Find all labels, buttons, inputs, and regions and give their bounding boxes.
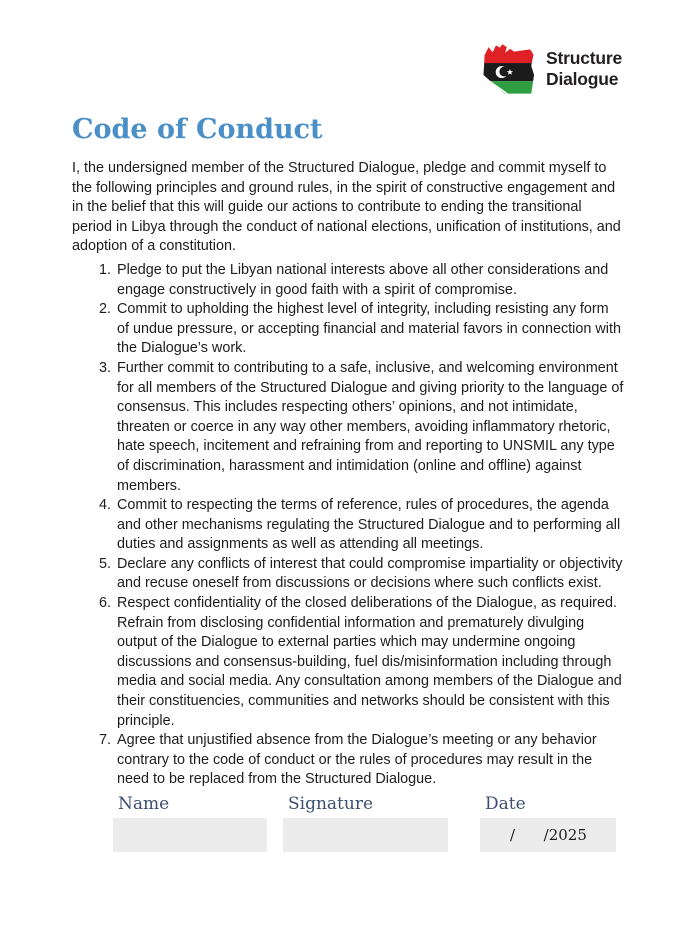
list-item [115,496,624,555]
signature-input[interactable] [283,818,448,852]
name-label: Name [118,794,170,814]
signature-form-row [113,796,624,852]
signature-label: Signature [288,794,374,814]
list-item [115,261,624,300]
structure-dialogue-logo [480,42,622,96]
list-item [115,300,624,359]
date-label: Date [485,794,526,814]
list-item-text: Commit to respecting the terms of reference, rules of procedures, the agenda and other mechanisms regulating the Structured Dialogue and to performing all duties and assignments as well as attending all meetings. [117,497,621,553]
document-content [72,114,624,852]
intro-paragraph: I, the undersigned member of the Structured Dialogue, pledge and commit myself to the following principles and ground rules, in the spirit of constructive engagement and in the belief that this will guide our actions to contribute to ending the transitional period in Libya through the conduct of national elections, unification of institutions, and adoption of a constitution. [72,160,621,255]
list-item-text: Respect confidentiality of the closed deliberations of the Dialogue, as required. Refrain from disclosing confidential information and prematurely divulging output of the Dialogue to external parties which may undermine ongoing discussions and consensus-building, fuel dis/misinformation including through media and social media. Any consultation among members of the Dialogue and their constituencies, communities and networks should be consistent with this principle. [117,595,622,729]
logo-line2: Dialogue [546,69,619,89]
signature-field-group [283,796,448,852]
list-item-text: Pledge to put the Libyan national interests above all other considerations and engage constructively in good faith with a spirit of compromise. [117,261,609,298]
list-item [115,594,624,731]
rules-list [72,261,624,790]
logo-line1: Structure [546,48,622,68]
list-item [115,555,624,594]
name-field-group [113,796,267,852]
libya-map-flag-icon [480,42,537,96]
page-title: Code of Conduct [72,114,323,145]
list-item-text: Declare any conflicts of interest that could compromise impartiality or objectivity and recuse oneself from discussions or decisions where such conflicts exist. [117,555,623,592]
list-item-text: Agree that unjustified absence from the Dialogue’s meeting or any behavior contrary to the code of conduct or the rules of procedures may result in the need to be replaced from the Structured Dialogue. [117,732,597,788]
name-input[interactable] [113,818,267,852]
date-input[interactable]: / /2025 [480,818,616,852]
logo-wordmark [546,48,622,90]
list-item-text: Further commit to contributing to a safe, inclusive, and welcoming environment for all members of the Structured Dialogue and giving priority to the language of consensus. This includes respecting others’ opinions, and not intimidate, threaten or coerce in any way other members, avoiding inflammatory rhetoric, hate speech, incitement and refraining from and reporting to UNSMIL any type of discrimination, harassment and intimidation (online and offline) against members. [117,359,624,494]
list-item [115,359,624,496]
date-field-group [480,796,616,852]
list-item [115,731,624,790]
list-item-text: Commit to upholding the highest level of integrity, including resisting any form of undue pressure, or accepting financial and material favors in connection with the Dialogue’s work. [117,301,621,357]
